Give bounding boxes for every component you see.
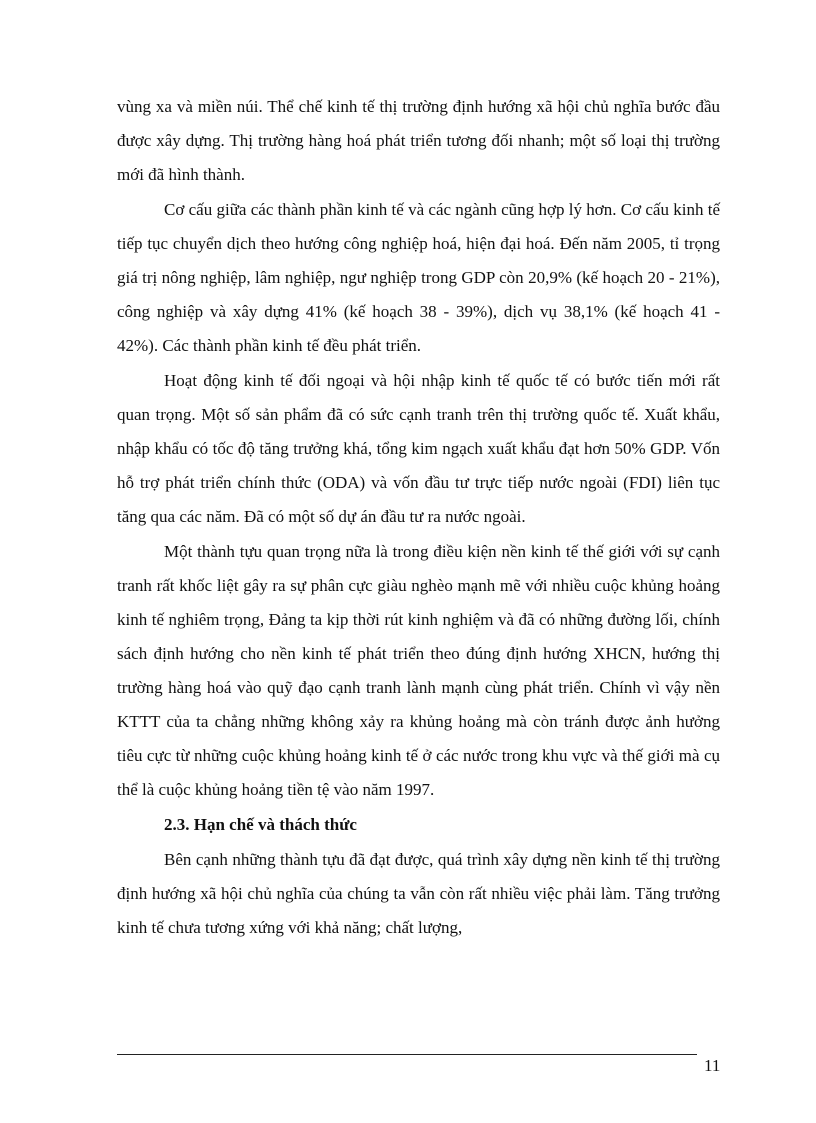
body-text: [117, 90, 720, 946]
paragraph-achievement: Một thành tựu quan trọng nữa là trong điều kiện nền kinh tế thế giới với sự cạnh tranh rất khốc liệt gây ra sự phân cực giàu nghèo mạnh mẽ với nhiều cuộc khủng hoảng kinh tế nghiêm trọng, Đảng ta kịp thời rút kinh nghiệm và đã có những đường lối, chính sách định hướng cho nền kinh tế phát triển theo đúng định hướng XHCN, hướng thị trường hàng hoá vào quỹ đạo cạnh tranh lành mạnh cùng phát triển. Chính vì vậy nền KTTT của ta chẳng những không xảy ra khủng hoảng mà còn tránh được ảnh hưởng tiêu cực từ những cuộc khủng hoảng kinh tế ở các nước trong khu vực và thế giới mà cụ thể là cuộc khủng hoảng tiền tệ vào năm 1997.: [117, 542, 720, 799]
paragraph-limitations: Bên cạnh những thành tựu đã đạt được, quá trình xây dựng nền kinh tế thị trường định hướng xã hội chủ nghĩa của chúng ta vẫn còn rất nhiều việc phải làm. Tăng trưởng kinh tế chưa tương xứng với khả năng; chất lượng,: [117, 850, 720, 937]
paragraph-foreign-economics: Hoạt động kinh tế đối ngoại và hội nhập kinh tế quốc tế có bước tiến mới rất quan trọng. Một số sản phẩm đã có sức cạnh tranh trên thị trường quốc tế. Xuất khẩu, nhập khẩu có tốc độ tăng trưởng khá, tổng kim ngạch xuất khẩu đạt hơn 50% GDP. Vốn hỗ trợ phát triển chính thức (ODA) và vốn đầu tư trực tiếp nước ngoài (FDI) liên tục tăng qua các năm. Đã có một số dự án đầu tư ra nước ngoài.: [117, 371, 720, 526]
paragraph-economic-structure: Cơ cấu giữa các thành phần kinh tế và các ngành cũng hợp lý hơn. Cơ cấu kinh tế tiếp tục chuyển dịch theo hướng công nghiệp hoá, hiện đại hoá. Đến năm 2005, tỉ trọng giá trị nông nghiệp, lâm nghiệp, ngư nghiệp trong GDP còn 20,9% (kế hoạch 20 - 21%), công nghiệp và xây dựng 41% (kế hoạch 38 - 39%), dịch vụ 38,1% (kế hoạch 41 - 42%). Các thành phần kinh tế đều phát triển.: [117, 200, 720, 355]
page-number: 11: [704, 1056, 721, 1075]
paragraph-continuation: vùng xa và miền núi. Thể chế kinh tế thị trường định hướng xã hội chủ nghĩa bước đầu được xây dựng. Thị trường hàng hoá phát triển tương đối nhanh; một số loại thị trường mới đã hình thành.: [117, 97, 720, 184]
footer-rule: [117, 1054, 697, 1055]
section-heading: 2.3. Hạn chế và thách thức: [164, 815, 357, 834]
